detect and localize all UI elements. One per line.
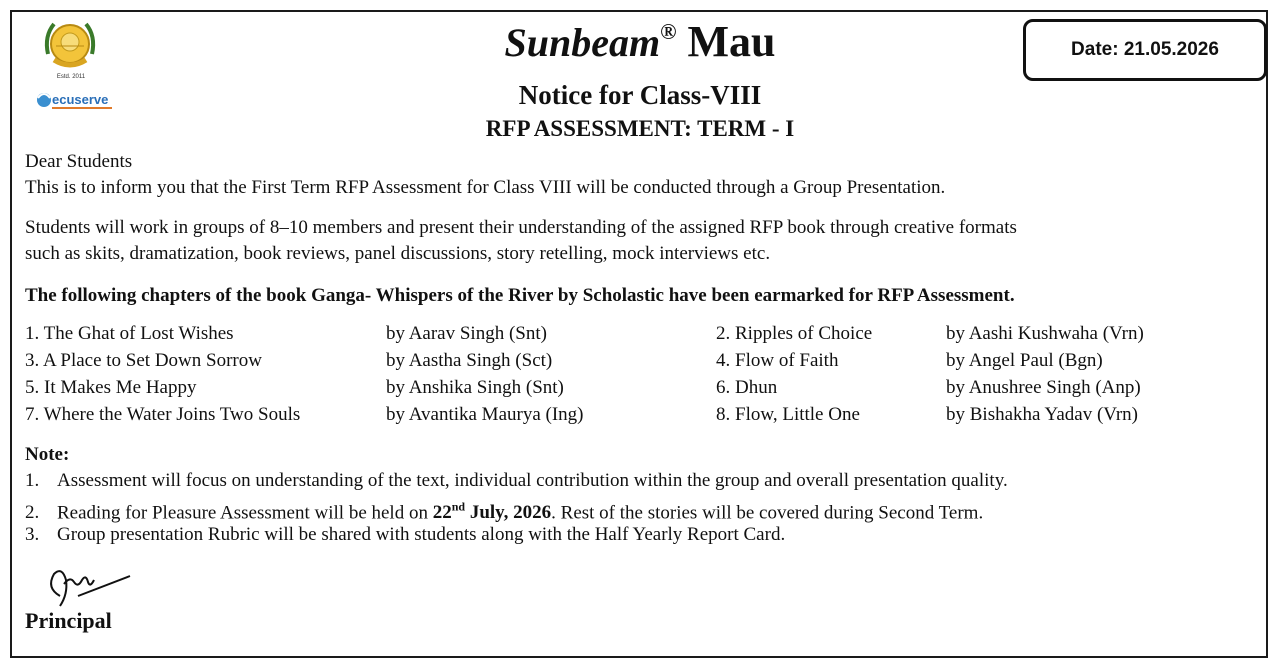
date-box <box>1023 19 1267 81</box>
chapter-author: by Angel Paul (Bgn) <box>946 350 1103 371</box>
chapter-title: 3. A Place to Set Down Sorrow <box>25 350 262 371</box>
principal-signature <box>38 566 138 610</box>
notice-title: Notice for Class-VIII <box>518 80 762 110</box>
brand-name: Sunbeam <box>504 20 661 65</box>
paragraph-intro: This is to inform you that the First Term RFP Assessment for Class VIII will be conducted through a Group Presentation. <box>25 177 946 198</box>
chapter-title: 6. Dhun <box>716 377 778 398</box>
chapter-author: by Aashi Kushwaha (Vrn) <box>946 323 1144 344</box>
chapters-heading: The following chapters of the book Ganga- Whispers of the River by Scholastic have been earmarked for RFP Assessment. <box>25 285 1015 306</box>
note-item <box>25 467 1008 494</box>
chapter-author: by Avantika Maurya (Ing) <box>386 404 584 425</box>
note-date-suffix: nd <box>451 500 466 514</box>
logo-est-label: Estd. 2011 <box>56 74 86 80</box>
note-number: 2. <box>25 502 40 524</box>
chapter-title: 1. The Ghat of Lost Wishes <box>25 323 234 344</box>
paragraph-groups-line1: Students will work in groups of 8–10 members and present their understanding of the assigned RFP book through creative formats <box>25 217 1017 238</box>
signatory-label: Principal <box>25 608 112 633</box>
city-name: Mau <box>687 17 776 66</box>
chapter-author: by Anshika Singh (Snt) <box>386 377 564 398</box>
note-date-day: 22 <box>432 502 452 524</box>
note-text: Group presentation Rubric will be shared with students along with the Half Yearly Report Card. <box>57 524 786 545</box>
paragraph-groups-line2: such as skits, dramatization, book reviews, panel discussions, story retelling, mock interviews etc. <box>25 243 771 264</box>
school-title <box>380 18 900 66</box>
note-heading: Note: <box>25 444 70 465</box>
chapter-title: 4. Flow of Faith <box>716 350 839 371</box>
registered-mark: ® <box>660 19 677 44</box>
school-seal-icon <box>40 16 100 76</box>
school-logo <box>26 16 126 112</box>
chapter-title: 8. Flow, Little One <box>716 404 860 425</box>
chapter-author: by Anushree Singh (Anp) <box>946 377 1141 398</box>
chapter-title: 7. Where the Water Joins Two Souls <box>25 404 301 425</box>
chapter-author: by Bishakha Yadav (Vrn) <box>946 404 1139 425</box>
greeting: Dear Students <box>25 151 133 172</box>
notice-subtitle: RFP ASSESSMENT: TERM - I <box>485 116 795 141</box>
note-date-month: July, 2026 <box>465 502 552 524</box>
note-text: . Rest of the stories will be covered during Second Term. <box>551 502 984 524</box>
note-number: 1. <box>25 470 40 491</box>
note-text: Reading for Pleasure Assessment will be held on <box>57 502 433 524</box>
chapter-author: by Aastha Singh (Sct) <box>386 350 553 371</box>
chapter-title: 2. Ripples of Choice <box>716 323 873 344</box>
note-item <box>25 521 785 548</box>
ecuserve-text: ecuserve <box>52 92 109 107</box>
ecuserve-logo-icon <box>26 84 126 112</box>
note-number: 3. <box>25 524 40 545</box>
date-text: Date: 21.05.2026 <box>1071 39 1219 60</box>
chapter-author: by Aarav Singh (Snt) <box>386 323 547 344</box>
chapter-title: 5. It Makes Me Happy <box>25 377 197 398</box>
note-text: Assessment will focus on understanding of the text, individual contribution within the group and overall presentation quality. <box>57 470 1008 491</box>
